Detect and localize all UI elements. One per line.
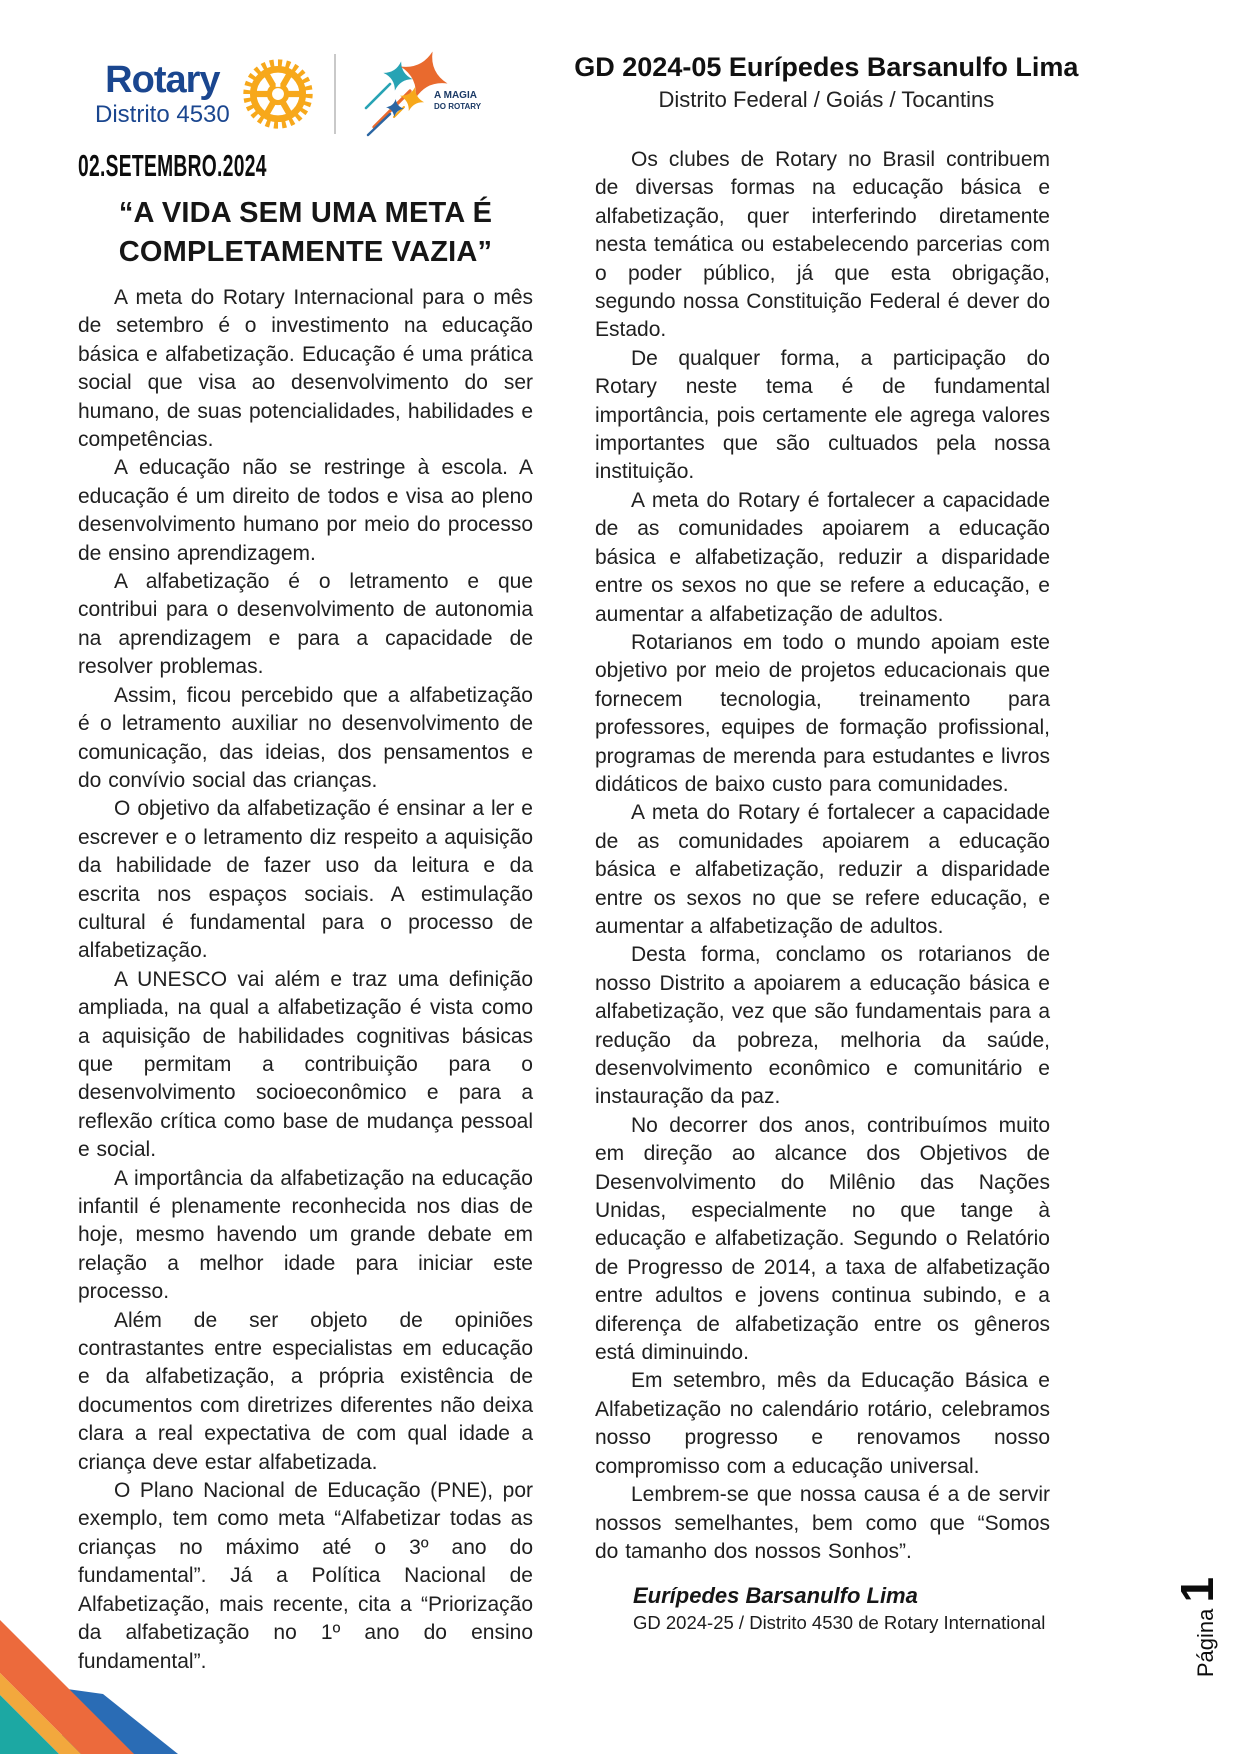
rotary-brand-text: Rotary (105, 59, 220, 101)
paragraph: A UNESCO vai além e traz uma definição ampliada, na qual a alfabetização é vista como a aquisição de habilidades cognitivas básicas que permitam a contribuição para o desenvolvimento socioeconômico e para a reflexão crítica como base de mudança pessoal e social. (78, 967, 533, 1162)
paragraph: Lembrem-se que nossa causa é a de servir nossos semelhantes, bem como que “Somos do tamanho dos nossos Sonhos”. (595, 1483, 1050, 1563)
signature-role: GD 2024-25 / Distrito 4530 de Rotary International (633, 1611, 1046, 1633)
right-column (595, 146, 1050, 1676)
paragraph: A alfabetização é o letramento e que contribui para o desenvolvimento de autonomia na aprendizagem e para a capacidade de resolver problemas. (78, 570, 533, 679)
bulletin-title-block (482, 46, 1171, 113)
magic-logo-line2: DO ROTARY (433, 102, 481, 111)
magic-logo-line1: A MAGIA (433, 90, 477, 101)
magic-stars-icon (354, 46, 482, 142)
paragraph: O objetivo da alfabetização é ensinar a ler e escrever e o letramento diz respeito a aquisição da habilidade de fazer uso da leitura e da escrita nos espaços sociais. A estimulação cultural é fundamental para o processo de alfabetização. (78, 797, 533, 963)
article-heading (78, 194, 533, 272)
issue-date: 02.SETEMBRO.2024 (78, 148, 267, 183)
paragraph: Desta forma, conclamo os rotarianos de nosso Distrito a apoiarem a educação básica e alfabetização, vez que são fundamentais para a redução da pobreza, melhoria da saúde, desenvolvimento econômico e comunitário e instauração da paz. (595, 943, 1050, 1109)
paragraph: Assim, ficou percebido que a alfabetização é o letramento auxiliar no desenvolvimento de comunicação, das ideias, dos pensamentos e do convívio social das crianças. (78, 683, 533, 792)
paragraph: A importância da alfabetização na educação infantil é plenamente reconhecida nos dias de hoje, mesmo havendo um grande debate em relação a melhor idade para iniciar este processo. (78, 1166, 533, 1304)
page-number (1170, 1579, 1224, 1677)
paragraph: Os clubes de Rotary no Brasil contribuem de diversas formas na educação básica e alfabetização, quer interferindo diretamente nesta temática ou estabelecendo parcerias com o poder público, já que esta obrigação, segundo nossa Constituição Federal é dever do Estado. (595, 148, 1050, 342)
paragraph: A meta do Rotary é fortalecer a capacidade de as comunidades apoiarem a educação básica e alfabetização, reduzir a disparidade entre os sexos no que se refere educação, e aumentar a alfabetização de adultos. (595, 801, 1050, 938)
rotary-district-text: Distrito 4530 (95, 101, 230, 128)
paragraph: No decorrer dos anos, contribuímos muito em direção ao alcance dos Objetivos de Desenvolvimento do Milênio das Nações Unidas, especialmente no que tange à educação e alfabetização. Segundo o Relatório de Progresso de 2014, a taxa de alfabetização entre adultos e jovens continua subindo, e a diferença de alfabetização entre os gêneros está diminuindo. (595, 1113, 1050, 1365)
page-number-label: Página (1193, 1608, 1218, 1678)
paragraph: A educação não se restringe à escola. A educação é um direito de todos e visa ao pleno desenvolvimento humano por meio do processo de ensino aprendizagem. (78, 456, 533, 565)
page-header (0, 0, 1241, 142)
article-heading-line1: “A VIDA SEM UMA META É (118, 197, 493, 229)
corner-decoration (0, 1584, 200, 1754)
paragraph: Além de ser objeto de opiniões contrastantes entre especialistas em educação e da alfabetização, a própria existência de documentos com diretrizes diferentes não deixa clara a real expectativa de com qual idade a criança deve estar alfabetizada. (78, 1308, 533, 1474)
header-divider (334, 54, 336, 134)
rotary-logo (95, 46, 482, 142)
page-number-value: 1 (1171, 1578, 1223, 1603)
signature-name: Eurípedes Barsanulfo Lima (633, 1583, 918, 1609)
bulletin-subtitle: Distrito Federal / Goiás / Tocantins (658, 87, 995, 113)
article-heading-line2: COMPLETAMENTE VAZIA” (118, 236, 493, 268)
rotary-gear-icon (240, 56, 316, 132)
paragraph: De qualquer forma, a participação do Rotary neste tema é de fundamental importância, pois certamente ele agrega valores importantes que são cultuados pela nossa instituição. (595, 346, 1050, 484)
paragraph: A meta do Rotary Internacional para o mês de setembro é o investimento na educação básica e alfabetização. Educação é uma prática social que visa ao desenvolvimento do ser humano, de suas potencialidades, habilidades e competências. (78, 286, 533, 452)
signature-block (595, 1582, 1050, 1636)
paragraph: Em setembro, mês da Educação Básica e Alfabetização no calendário rotário, celebramos nosso progresso e renovamos nosso compromisso com a educação universal. (595, 1369, 1050, 1478)
left-column (78, 146, 533, 1676)
rotary-wordmark (95, 61, 230, 127)
paragraph: Rotarianos em todo o mundo apoiam este objetivo por meio de projetos educacionais que fornecem tecnologia, treinamento para professores, equipes de formação profissional, programas de merenda para estudantes e livros didáticos de baixo custo para comunidades. (595, 630, 1050, 796)
paragraph: A meta do Rotary é fortalecer a capacidade de as comunidades apoiarem a educação básica e alfabetização, reduzir a disparidade entre os sexos no que se refere a educação, e aumentar a alfabetização de adultos. (595, 488, 1050, 626)
paragraph: O Plano Nacional de Educação (PNE), por exemplo, tem como meta “Alfabetizar todas as crianças no máximo até o 3º ano do fundamental”. Já a Política Nacional de Alfabetização, mais recente, cita a “Priorização da alfabetização no 1º ano do ensino fundamental”. (78, 1479, 533, 1673)
bulletin-title: GD 2024-05 Eurípedes Barsanulfo Lima (574, 52, 1079, 82)
article-body (0, 142, 1241, 1676)
